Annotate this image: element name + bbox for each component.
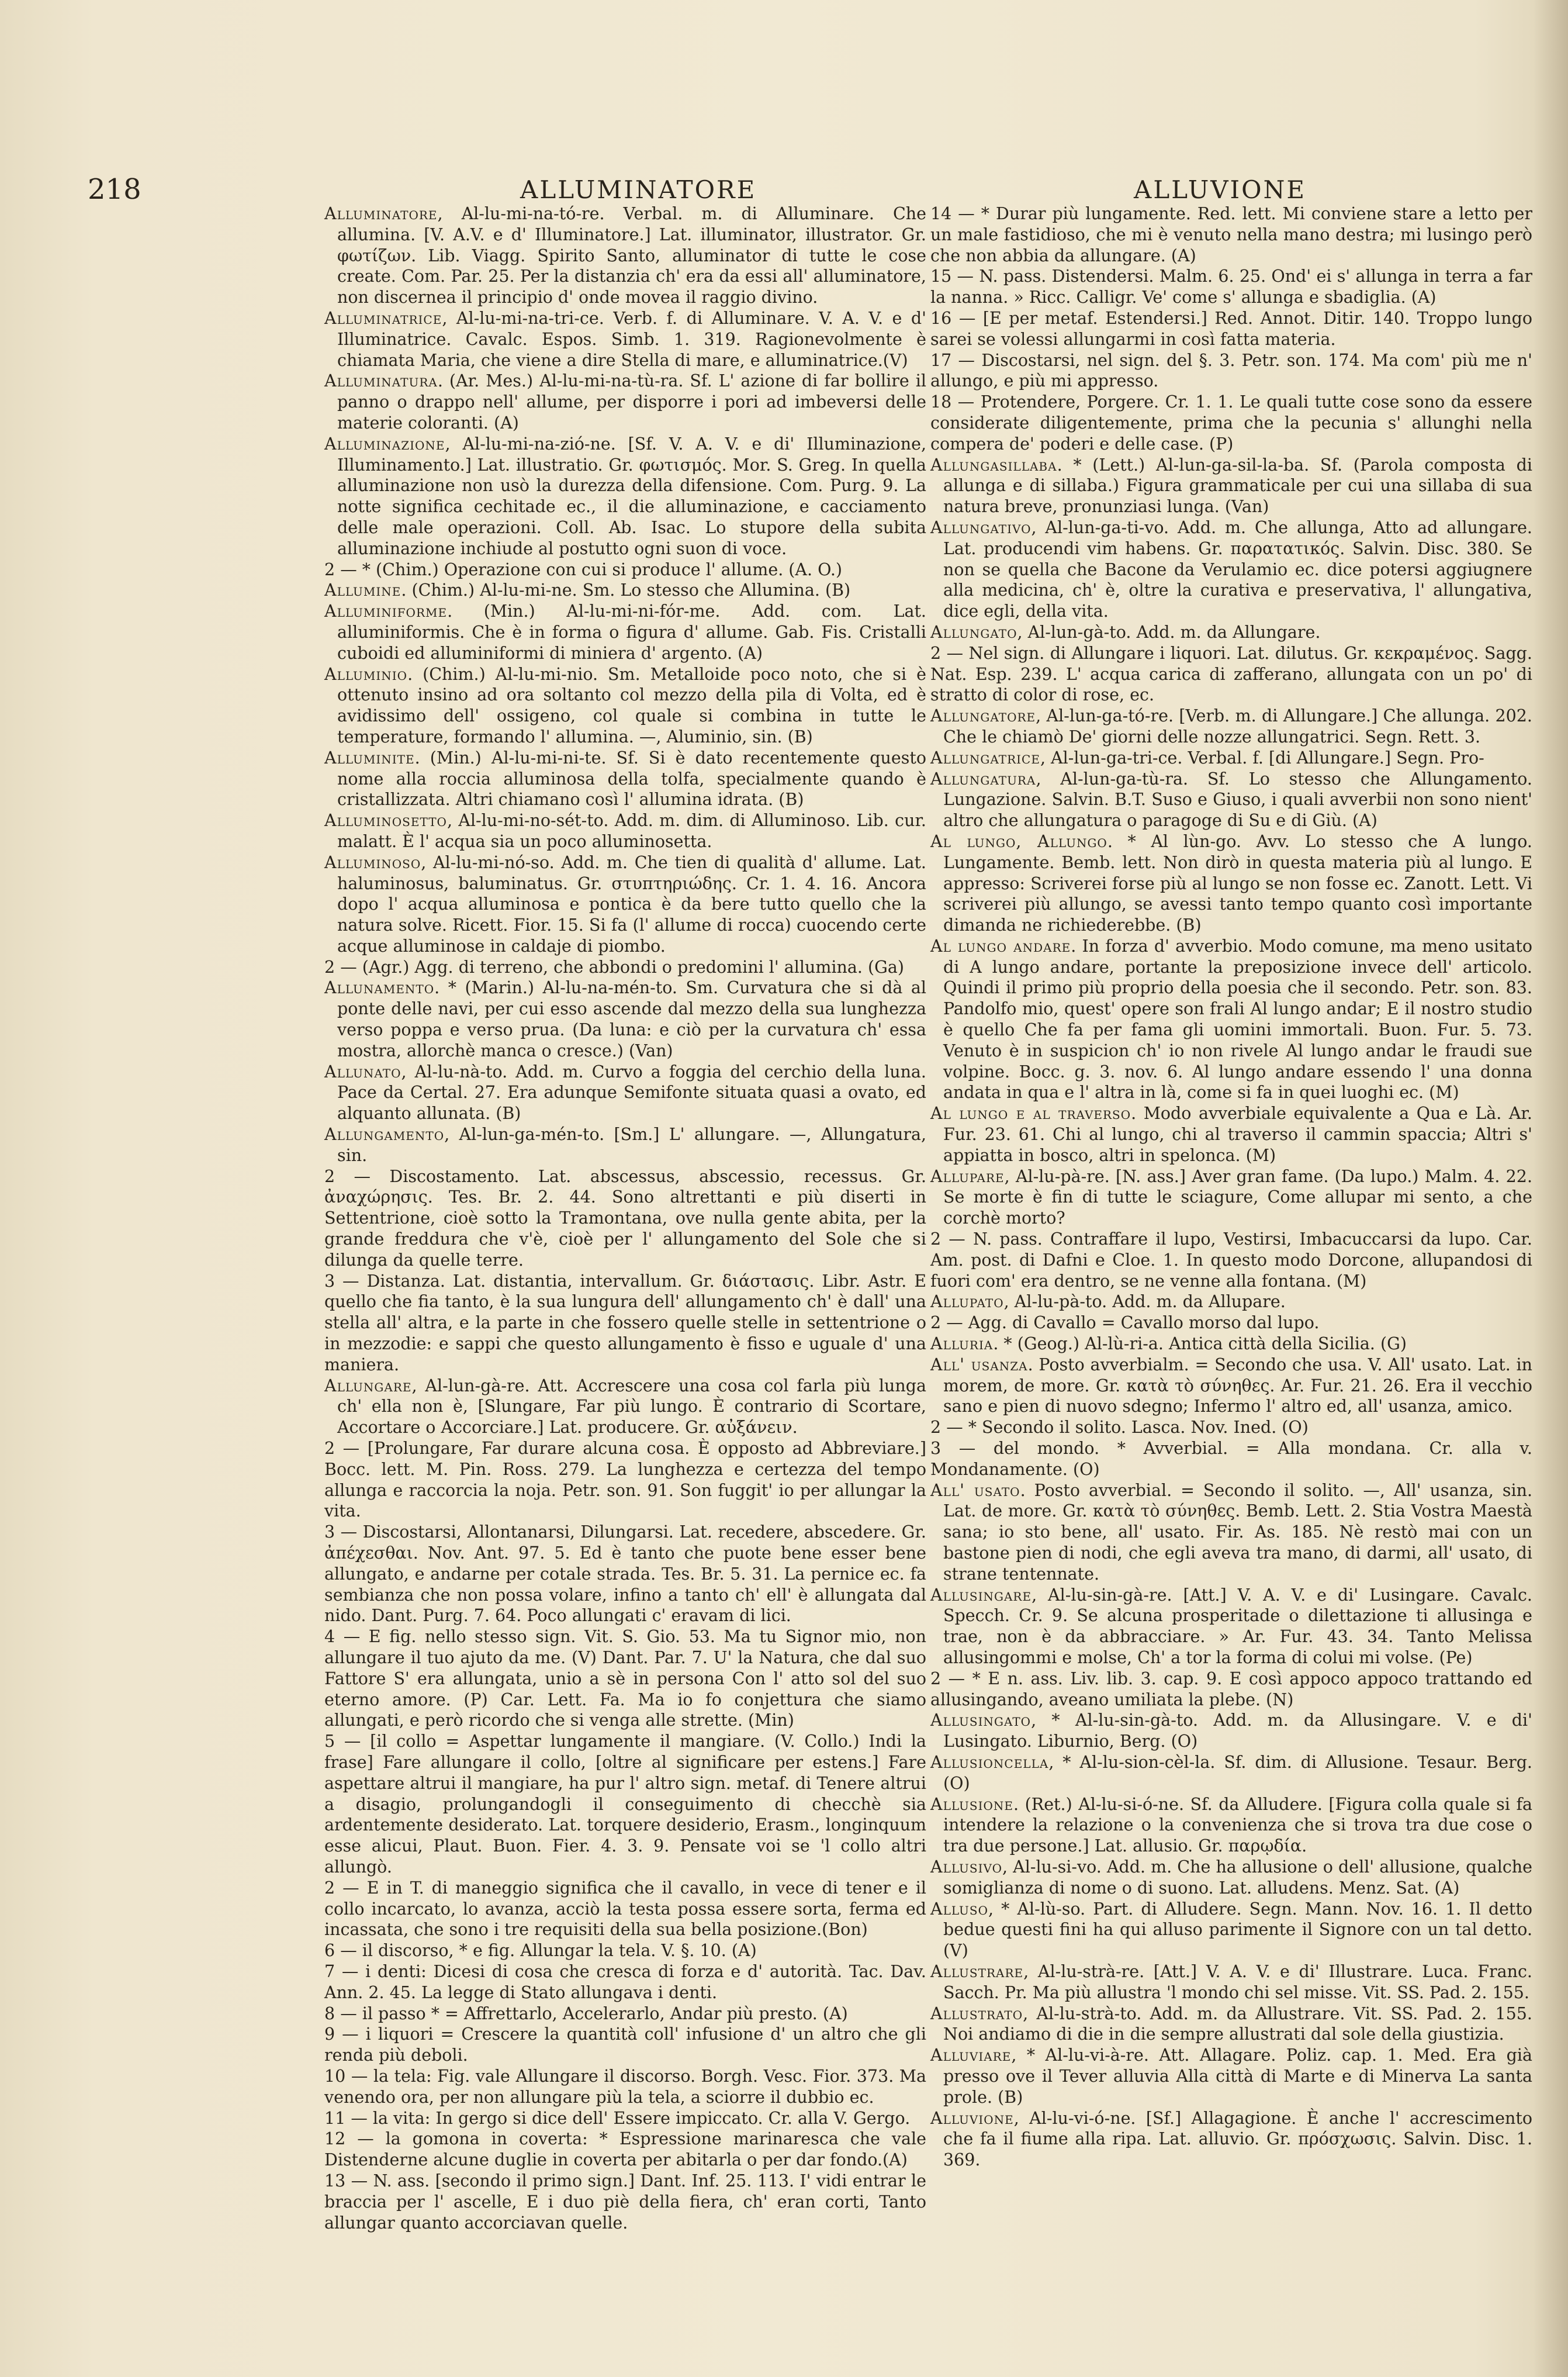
- dictionary-entry: [324, 371, 926, 433]
- entry-headword: Alluminio: [324, 664, 408, 684]
- entry-headword: Allungatore: [930, 706, 1036, 726]
- entry-text: . Posto avverbialm. = Secondo che usa. V. All' usato. Lat. in morem, de more. Gr. κατὰ τὸ σύνηθες. Ar. Fur. 21. 26. Era il vecchio sano e pien di nuovo sdegno; Infermo l' altro ed, all' usanza, amico.: [943, 1355, 1532, 1416]
- entry-headword: Allungatrice: [930, 748, 1040, 768]
- dictionary-entry: [930, 1752, 1532, 1794]
- sense-paragraph: [324, 559, 926, 581]
- dictionary-entry: [324, 308, 926, 371]
- dictionary-entry: [324, 810, 926, 852]
- dictionary-entry: [324, 1376, 926, 1438]
- entry-headword: Alluminatrice: [324, 308, 442, 328]
- entry-text: 2 — Nel sign. di Allungare i liquori. Lat. dilutus. Gr. κεκραμένος. Sagg. Nat. Esp. 239. L' acqua carica di zafferano, allungata con un po' di stratto di color di rose, ec.: [930, 643, 1532, 705]
- entry-headword: Alluminite: [324, 748, 415, 768]
- sense-paragraph: [324, 1522, 926, 1626]
- sense-paragraph: [930, 1438, 1532, 1480]
- entry-text: 17 — Discostarsi, nel sign. del §. 3. Petr. son. 174. Ma com' più me n' allungo, e più mi appresso.: [930, 350, 1532, 391]
- entry-text: 16 — [E per metaf. Estendersi.] Red. Annot. Ditir. 140. Troppo lungo sarei se volessi allungarmi in così fatta materia.: [930, 308, 1532, 349]
- entry-text: 2 — E in T. di maneggio significa che il cavallo, in vece di tener e il collo incarcato, lo avanza, acciò la testa possa essere sorta, ferma ed incassata, che sono i tre requisiti della sua bella posizione.(Bon): [324, 1878, 926, 1940]
- dictionary-entry: [324, 977, 926, 1061]
- entry-text: . (Chim.) Al-lu-mi-ne. Sm. Lo stesso che Allumina. (B): [401, 581, 851, 600]
- sense-paragraph: [324, 1961, 926, 2003]
- sense-paragraph: [324, 2003, 926, 2024]
- running-head-right: ALLUVIONE: [1134, 175, 1306, 204]
- entry-text: 2 — (Agr.) Agg. di terreno, che abbondi o predomini l' allumina. (Ga): [324, 957, 904, 977]
- entry-headword: Allungatura: [930, 769, 1036, 789]
- entry-headword: All' usato: [930, 1480, 1020, 1500]
- entry-text: , Al-lun-gà-to. Add. m. da Allungare.: [1017, 622, 1321, 642]
- dictionary-entry: [930, 769, 1532, 831]
- entry-text: 5 — [il collo = Aspettar lungamente il mangiare. (V. Collo.) Indi la frase] Fare allungare il collo, [oltre al significare per estens.] Fare aspettare altrui il mangiare, ha pur l' altro sign. metaf. di Tenere altrui a disagio, prolungandogli il conseguimento di checchè sia ardentemente desiderato. Lat. torquere desiderio, Erasm., longinquum esse alicui, Plaut. Buon. Fier. 4. 3. 9. Pensate voi se 'l collo altri allungò.: [324, 1732, 926, 1877]
- sense-paragraph: [324, 1731, 926, 1878]
- entry-text: , Al-lun-ga-mén-to. [Sm.] L' allungare. —, Allungatura, sin.: [337, 1125, 926, 1165]
- entry-text: 12 — la gomona in coverta: * Espressione marinaresca che vale Distenderne alcune duglie in coverta per abitarla o per dar fondo.(A): [324, 2129, 926, 2170]
- sense-paragraph: [324, 1626, 926, 1731]
- entry-headword: Allustrato: [930, 2003, 1023, 2023]
- entry-headword: Alluvione: [930, 2108, 1014, 2128]
- dictionary-entry: [930, 1899, 1532, 1961]
- entry-text: 3 — Discostarsi, Allontanarsi, Dilungarsi. Lat. recedere, abscedere. Gr. ἀπέχεσθαι. Nov. Ant. 97. 5. Ed è tanto che puote bene esser bene allungato, e andarne per cotale strada. Tes. Br. 5. 31. La pernice ec. fa sembianza che non possa volare, infino a tanto ch' ell' è allungata dal nido. Dant. Purg. 7. 64. Poco allungati c' eravam di lici.: [324, 1522, 926, 1626]
- sense-paragraph: [930, 1312, 1532, 1333]
- entry-headword: Allumine: [324, 581, 401, 600]
- entry-headword: Alluminatura: [324, 371, 438, 391]
- page-edge-shadow: [1533, 0, 1568, 2377]
- sense-paragraph: [930, 350, 1532, 392]
- entry-text: , Al-lun-gà-re. Att. Accrescere una cosa col farla più lunga ch' ella non è, [Slungare, Far più lungo. È contrario di Scortare, Accortare o Accorciare.] Lat. producere. Gr. αὐξάνειν.: [337, 1376, 926, 1438]
- entry-text: , Al-lu-mi-na-tó-re. Verbal. m. di Alluminare. Che allumina. [V. A.V. e d' Illuminatore.] Lat. illuminator, illustrator. Gr. φωτίζων. Lib. Viagg. Spirito Santo, alluminator di tutte le cose create. Com. Par. 25. Per la distanzia ch' era da essi all' alluminatore, non discernea il principio d' onde movea il raggio divino.: [337, 204, 926, 308]
- entry-text: 2 — Discostamento. Lat. abscessus, abscessio, recessus. Gr. ἀναχώρησις. Tes. Br. 2. 44. Sono altrettanti e più diserti in Settentrione, cioè sotto la Tramontana, ove nulla gente abita, per la grande freddura che v'è, cioè per l' allungamento del Sole che si dilunga da quelle terre.: [324, 1166, 926, 1270]
- dictionary-entry: [324, 580, 926, 601]
- sense-paragraph: [324, 1166, 926, 1271]
- entry-text: , Al-lu-mi-nó-so. Add. m. Che tien di qualità d' allume. Lat. haluminosus, baluminatus. Gr. στυπτηριώδης. Cr. 1. 4. 16. Ancora dopo l' acqua alluminosa e pontica è da bere tutto quello che la natura solve. Ricett. Fior. 15. Si fa (l' allume di rocca) cuocendo certe acque alluminose in caldaje di piombo.: [337, 852, 926, 956]
- entry-headword: Allusingato: [930, 1711, 1032, 1730]
- entry-headword: All' usanza: [930, 1355, 1028, 1374]
- dictionary-entry: [930, 622, 1532, 643]
- entry-text: , Al-lun-ga-tù-ra. Sf. Lo stesso che Allungamento. Lungazione. Salvin. B.T. Suso e Giuso, i quali avverbii non sono nient' altro che allungatura o paragoge di Su e di Giù. (A): [943, 769, 1532, 831]
- entry-text: , * Al-lu-sin-gà-to. Add. m. da Allusingare. V. e di' Lusingato. Liburnio, Berg. (O): [943, 1711, 1532, 1751]
- entry-text: . * (Lett.) Al-lun-ga-sil-la-ba. Sf. (Parola composta di allunga e di sillaba.) Figura grammaticale per cui una sillaba di sua natura breve, pronunziasi lunga. (Van): [943, 455, 1532, 517]
- entry-text: , Al-lun-ga-tri-ce. Verbal. f. [di Allungare.] Segn. Pro-: [1040, 748, 1484, 768]
- entry-headword: Allungativo: [930, 517, 1032, 537]
- dictionary-entry: [324, 434, 926, 559]
- entry-headword: Allunamento: [324, 978, 435, 998]
- entry-text: , Al-lu-nà-to. Add. m. Curvo a foggia del cerchio della luna. Pace da Certal. 27. Era adunque Semifonte situata quasi a ovato, ed alquanto allunata. (B): [337, 1062, 926, 1124]
- dictionary-entry: [930, 1961, 1532, 2003]
- entry-text: . * (Geog.) Al-lù-ri-a. Antica città della Sicilia. (G): [993, 1334, 1407, 1354]
- sense-paragraph: [930, 392, 1532, 454]
- entry-text: , Al-lu-sin-gà-re. [Att.] V. A. V. e di' Lusingare. Cavalc. Specch. Cr. 9. Se alcuna prosperitade o dilettazione ti allusinga e trae, non è da abbracciare. » Ar. Fur. 43. 34. Tanto Melissa allusingommi e molse, Ch' a tor la forma di colui mi volse. (Pe): [943, 1585, 1532, 1667]
- entry-text: 2 — * (Chim.) Operazione con cui si produce l' allume. (A. O.): [324, 559, 843, 579]
- dictionary-entry: [930, 2108, 1532, 2171]
- entry-headword: Allungamento: [324, 1125, 445, 1145]
- sense-paragraph: [324, 1940, 926, 1961]
- entry-headword: Allungato: [930, 622, 1017, 642]
- entry-text: 9 — i liquori = Crescere la quantità coll' infusione d' un altro che gli renda più deboli.: [324, 2024, 926, 2065]
- entry-headword: Allupato: [930, 1292, 1004, 1312]
- sense-paragraph: [930, 1417, 1532, 1438]
- entry-text: . In forza d' avverbio. Modo comune, ma meno usitato di A lungo andare, portante la preposizione invece dell' articolo. Quindi il primo più proprio della poesia che il secondo. Petr. son. 83. Pandolfo mio, quest' opere son frali Al lungo andar; E il nostro studio è quello Che fa per fama gli uomini immortali. Buon. Fur. 5. 73. Venuto è in suspicion ch' io non rivele Al lungo andar le fraudi sue volpine. Bocc. g. 3. nov. 6. Al lungo andare essendo l' una donna andata in qua e l' altra in là, come si fa in quei luoghi ec. (M): [943, 936, 1532, 1103]
- dictionary-entry: [324, 1062, 926, 1124]
- sense-paragraph: [930, 1229, 1532, 1291]
- entry-text: , Al-lu-si-vo. Add. m. Che ha allusione o dell' allusione, qualche somiglianza di nome o di suono. Lat. alludens. Menz. Sat. (A): [943, 1857, 1532, 1898]
- dictionary-entry: [324, 852, 926, 957]
- dictionary-entry: [930, 1794, 1532, 1857]
- dictionary-entry: [324, 1124, 926, 1166]
- entry-headword: Al lungo andare: [930, 936, 1071, 956]
- dictionary-entry: [930, 1355, 1532, 1417]
- entry-headword: Allusivo: [930, 1857, 1002, 1877]
- dictionary-entry: [930, 1480, 1532, 1585]
- entry-headword: Alluminosetto: [324, 811, 447, 831]
- entry-headword: Alluminazione: [324, 434, 445, 454]
- sense-paragraph: [324, 1271, 926, 1376]
- entry-text: , Al-lun-ga-tó-re. [Verb. m. di Allungare.] Che allunga. 202. Che le chiamò De' giorni delle nozze allungatrici. Segn. Rett. 3.: [943, 706, 1532, 747]
- entry-text: , * Al-lu-sion-cèl-la. Sf. dim. di Allusione. Tesaur. Berg. (O): [943, 1752, 1532, 1793]
- sense-paragraph: [930, 266, 1532, 308]
- dictionary-entry: [930, 1291, 1532, 1312]
- entry-text: , * Al-lu-vi-à-re. Att. Allagare. Poliz. cap. 1. Med. Era già presso ove il Tever alluvia Alla città di Marte e di Minerva La santa prole. (B): [943, 2046, 1532, 2107]
- entry-text: 2 — * Secondo il solito. Lasca. Nov. Ined. (O): [930, 1418, 1309, 1438]
- entry-text: . * Al lùn-go. Avv. Lo stesso che A lungo. Lungamente. Bemb. lett. Non dirò in questa materia più al lungo. E appresso: Scriverei forse più al lungo se non fosse ec. Zanott. Lett. Vi scriverei più allungo, se avessi tanto tempo quanto così importante dimanda ne richiederebbe. (B): [943, 831, 1532, 935]
- dictionary-entry: [930, 831, 1532, 936]
- entry-text: . * (Marin.) Al-lu-na-mén-to. Sm. Curvatura che si dà al ponte delle navi, per cui esso ascende dal mezzo della sua lunghezza verso poppa e verso prua. (Da luna: e ciò per la curvatura ch' essa mostra, allorchè manca o cresce.) (Van): [337, 978, 926, 1060]
- entry-headword: Allunato: [324, 1062, 401, 1082]
- entry-text: , Al-lu-mi-na-zió-ne. [Sf. V. A. V. e di' Illuminazione, Illuminamento.] Lat. illustratio. Gr. φωτισμός. Mor. S. Greg. In quella alluminazione non usò la durezza della difensione. Com. Purg. 9. La notte significa cechitade ec., il die alluminazione, e cacciamento delle male operazioni. Coll. Ab. Isac. Lo stupore della subita alluminazione inchiude al postutto ogni suon di voce.: [337, 434, 926, 558]
- entry-text: . (Ar. Mes.) Al-lu-mi-na-tù-ra. Sf. L' azione di far bollire il panno o drappo nell' allume, per disporre i pori ad imbeversi delle materie coloranti. (A): [337, 371, 926, 433]
- sense-paragraph: [324, 957, 926, 978]
- entry-text: . Modo avverbiale equivalente a Qua e Là. Ar. Fur. 23. 61. Chi al lungo, chi al traverso il cammin spaccia; Altri s' appiatta in bosco, altri in spelonca. (M): [943, 1104, 1532, 1165]
- dictionary-entry: [324, 664, 926, 748]
- dictionary-entry: [930, 2003, 1532, 2046]
- dictionary-entry: [324, 203, 926, 308]
- running-head-left: ALLUMINATORE: [520, 175, 757, 204]
- left-column: [324, 203, 926, 2233]
- entry-text: , Al-lu-mi-na-tri-ce. Verb. f. di Alluminare. V. A. V. e d' Illuminatrice. Cavalc. Espos. Simb. 1. 319. Ragionevolmente è chiamata Maria, che viene a dire Stella di mare, e alluminatrice.(V): [337, 308, 926, 370]
- entry-headword: Alluria: [930, 1334, 994, 1354]
- entry-headword: Allupare: [930, 1166, 1005, 1186]
- entry-text: . (Ret.) Al-lu-si-ó-ne. Sf. da Alludere. [Figura colla quale si fa intendere la relazione o la convenienza che si trova tra due cose o tra due persone.] Lat. allusio. Gr. παρῳδία.: [943, 1794, 1532, 1856]
- sense-paragraph: [324, 1438, 926, 1522]
- entry-headword: Allungasillaba: [930, 455, 1057, 475]
- dictionary-entry: [930, 1103, 1532, 1166]
- page-header: [88, 173, 1508, 208]
- entry-text: 2 — [Prolungare, Far durare alcuna cosa. È opposto ad Abbreviare.] Bocc. lett. M. Pin. Ross. 279. La lunghezza e certezza del tempo allunga e raccorcia la noja. Petr. son. 91. Son fuggit' io per allungar la vita.: [324, 1439, 926, 1521]
- dictionary-entry: [930, 1857, 1532, 1899]
- dictionary-entry: [930, 936, 1532, 1103]
- entry-text: , Al-lu-pà-re. [N. ass.] Aver gran fame. (Da lupo.) Malm. 4. 22. Se morte è fin di tutte le sciagure, Come allupar mi sento, a che corchè morto?: [943, 1166, 1532, 1228]
- entry-text: , Al-lu-strà-re. [Att.] V. A. V. e di' Illustrare. Luca. Franc. Sacch. Pr. Ma più allustra 'l mondo chi sel misse. Vit. SS. Pad. 2. 155.: [943, 1961, 1532, 2002]
- entry-headword: Alluminatore: [324, 204, 438, 223]
- entry-headword: Alluso: [930, 1899, 989, 1919]
- sense-paragraph: [324, 2066, 926, 2108]
- entry-text: , Al-lu-strà-to. Add. m. da Allustrare. Vit. SS. Pad. 2. 155. Noi andiamo di die in die sempre allustrati dal sole della giustizia.: [943, 2003, 1532, 2044]
- right-column: [930, 203, 1532, 2203]
- entry-text: 3 — del mondo. * Avverbial. = Alla mondana. Cr. alla v. Mondanamente. (O): [930, 1439, 1532, 1479]
- entry-text: , * Al-lù-so. Part. di Alludere. Segn. Mann. Nov. 16. 1. Il detto bedue questi fini ha qui alluso parimente il Signore con un tal detto. (V): [943, 1899, 1532, 1961]
- sense-paragraph: [930, 643, 1532, 706]
- entry-text: 4 — E fig. nello stesso sign. Vit. S. Gio. 53. Ma tu Signor mio, non allungare il tuo ajuto da me. (V) Dant. Par. 7. U' la Natura, che dal suo Fattore S' era allungata, unio a sè in persona Con l' atto sol del suo eterno amore. (P) Car. Lett. Fa. Ma io fo conjettura che siamo allungati, e però ricordo che si venga alle strette. (Min): [324, 1627, 926, 1730]
- sense-paragraph: [324, 2108, 926, 2129]
- entry-headword: Allusingare: [930, 1585, 1032, 1605]
- entry-text: 7 — i denti: Dicesi di cosa che cresca di forza e d' autorità. Tac. Dav. Ann. 2. 45. La legge di Stato allungava i denti.: [324, 1961, 926, 2002]
- entry-text: 2 — N. pass. Contraffare il lupo, Vestirsi, Imbacuccarsi da lupo. Car. Am. post. di Dafni e Cloe. 1. In questo modo Dorcone, allupandosi di fuori com' era dentro, se ne venne alla fontana. (M): [930, 1229, 1532, 1291]
- entry-headword: Allungare: [324, 1376, 412, 1395]
- entry-text: , Al-lu-mi-no-sét-to. Add. m. dim. di Alluminoso. Lib. cur. malatt. È l' acqua sia un poco alluminosetta.: [337, 811, 926, 851]
- entry-headword: Alluminiforme: [324, 602, 448, 621]
- page-number: 218: [88, 173, 141, 206]
- entry-text: 14 — * Durar più lungamente. Red. lett. Mi conviene stare a letto per un male fastidioso, che mi è venuto nella mano destra; mi lusingo però che non abbia da allungare. (A): [930, 204, 1532, 265]
- entry-text: 6 — il discorso, * e fig. Allungar la tela. V. §. 10. (A): [324, 1941, 757, 1961]
- dictionary-entry: [930, 1333, 1532, 1355]
- sense-paragraph: [324, 2171, 926, 2233]
- dictionary-entry: [930, 706, 1532, 748]
- entry-headword: Allustrare: [930, 1961, 1024, 1981]
- entry-text: 8 — il passo * = Affrettarlo, Accelerarlo, Andar più presto. (A): [324, 2003, 848, 2023]
- dictionary-entry: [930, 2045, 1532, 2107]
- sense-paragraph: [930, 1668, 1532, 1711]
- dictionary-entry: [930, 455, 1532, 517]
- entry-text: 13 — N. ass. [secondo il primo sign.] Dant. Inf. 25. 113. I' vidi entrar le braccia per l' ascelle, E i duo piè della fiera, ch' eran corti, Tanto allungar quanto accorciavan quelle.: [324, 2171, 926, 2233]
- dictionary-entry: [930, 517, 1532, 622]
- dictionary-entry: [324, 748, 926, 810]
- sense-paragraph: [324, 2024, 926, 2066]
- entry-text: 11 — la vita: In gergo si dice dell' Essere impiccato. Cr. alla V. Gergo.: [324, 2108, 911, 2128]
- entry-text: 2 — Agg. di Cavallo = Cavallo morso dal lupo.: [930, 1313, 1320, 1333]
- sense-paragraph: [930, 203, 1532, 266]
- entry-text: 10 — la tela: Fig. vale Allungare il discorso. Borgh. Vesc. Fior. 373. Ma venendo ora, per non allungare più la tela, a sciorre il dubbio ec.: [324, 2066, 926, 2107]
- sense-paragraph: [324, 2129, 926, 2171]
- dictionary-entry: [324, 601, 926, 664]
- dictionary-entry: [930, 1710, 1532, 1752]
- entry-headword: Al lungo, Allungo: [930, 831, 1107, 851]
- dictionary-entry: [930, 748, 1532, 769]
- entry-text: 2 — * E n. ass. Liv. lib. 3. cap. 9. E così appoco appoco trattando ed allusingando, aveano umiliata la plebe. (N): [930, 1668, 1532, 1709]
- sense-paragraph: [930, 308, 1532, 350]
- entry-text: , Al-lu-pà-to. Add. m. da Allupare.: [1003, 1292, 1286, 1312]
- entry-text: 15 — N. pass. Distendersi. Malm. 6. 25. Ond' ei s' allunga in terra a far la nanna. » Ricc. Calligr. Ve' come s' allunga e sbadiglia. (A): [930, 267, 1532, 308]
- dictionary-entry: [930, 1166, 1532, 1229]
- entry-text: 18 — Protendere, Porgere. Cr. 1. 1. Le quali tutte cose sono da essere considerate diligentemente, prima che la pecunia s' allunghi nella compera de' poderi e delle case. (P): [930, 392, 1532, 454]
- entry-text: . (Min.) Al-lu-mi-ni-fór-me. Add. com. Lat. alluminiformis. Che è in forma o figura d' allume. Gab. Fis. Cristalli cuboidi ed alluminiformi di miniera d' argento. (A): [337, 602, 926, 663]
- dictionary-entry: [930, 1585, 1532, 1668]
- entry-text: , Al-lun-ga-ti-vo. Add. m. Che allunga, Atto ad allungare. Lat. producendi vim habens. Gr. παρατατικός. Salvin. Disc. 380. Se non se quella che Bacone da Verulamio ec. dice potersi aggiugnere alla medicina, ch' è, oltre la curativa e preservativa, l' allungativa, dice egli, della vita.: [943, 517, 1532, 621]
- entry-text: . (Min.) Al-lu-mi-ni-te. Sf. Si è dato recentemente questo nome alla roccia alluminosa della tolfa, specialmente quando è cristallizzata. Altri chiamano così l' allumina idrata. (B): [337, 748, 926, 810]
- entry-headword: Alluminoso: [324, 852, 421, 872]
- entry-text: . (Chim.) Al-lu-mi-nio. Sm. Metalloide poco noto, che si è ottenuto insino ad ora soltanto col mezzo della pila di Volta, ed è avidissimo dell' ossigeno, col quale si combina in tutte le temperature, formando l' allumina. —, Aluminio, sin. (B): [337, 664, 926, 747]
- entry-headword: Al lungo e al traverso: [930, 1104, 1131, 1124]
- entry-text: . Posto avverbial. = Secondo il solito. —, All' usanza, sin. Lat. de more. Gr. κατὰ τὸ σύνηθες. Bemb. Lett. 2. Stia Vostra Maestà sana; io sto bene, all' usato. Fir. As. 185. Nè restò mai con un bastone pien di nodi, che egli aveva tra mano, di darmi, all' usato, di strane tentennate.: [943, 1480, 1533, 1584]
- entry-text: 3 — Distanza. Lat. distantia, intervallum. Gr. διάστασις. Libr. Astr. E quello che fia tanto, è la sua lungura dell' allungamento ch' è dall' una stella all' altra, e la parte in che fossero quelle stelle in settentrione o in mezzodie: e sappi che questo allungamento è fisso e uguale d' una maniera.: [324, 1271, 926, 1374]
- entry-headword: Allusioncella: [930, 1752, 1049, 1772]
- entry-headword: Allusione: [930, 1794, 1014, 1814]
- entry-headword: Alluviare: [930, 2046, 1012, 2065]
- entry-text: , Al-lu-vi-ó-ne. [Sf.] Allagagione. È anche l' accrescimento che fa il fiume alla ripa. Lat. alluvio. Gr. πρόσχωσις. Salvin. Disc. 1. 369.: [943, 2108, 1532, 2170]
- sense-paragraph: [324, 1878, 926, 1940]
